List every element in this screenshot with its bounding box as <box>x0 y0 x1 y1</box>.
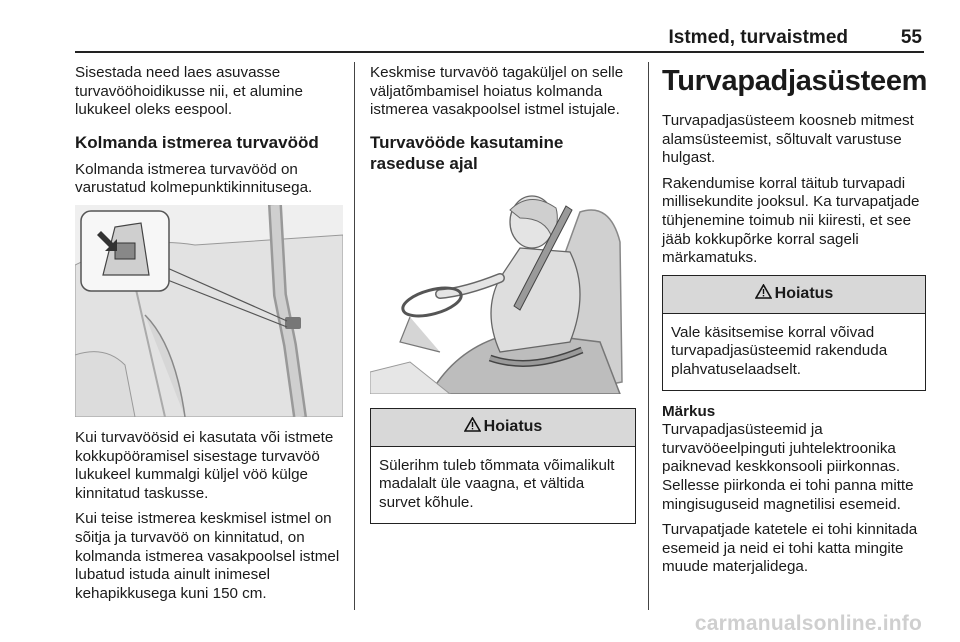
section-title: Istmed, turvaistmed <box>668 27 848 48</box>
paragraph-store-buckle: Kui turvavöösid ei kasutata või istmete kokkupööramisel sisestage turvavöö lukukeel kummalgi küljel vöö külge kinnitatud taskusse. <box>75 428 334 502</box>
column-right <box>662 64 926 584</box>
header-divider <box>75 51 924 53</box>
column-middle <box>370 64 636 536</box>
warning-title: Hoiatus <box>774 284 834 302</box>
heading-pregnancy-belts: Turvavööde kasutamine raseduse ajal <box>370 132 564 173</box>
warning-triangle-icon <box>755 284 772 305</box>
paragraph-three-point: Kolmanda istmerea turvavööd on varustatud kolmepunktikinnitusega. <box>75 160 313 197</box>
third-row-belt-drawing <box>75 205 343 417</box>
paragraph-airbag-subsystems: Turvapadjasüsteem koosneb mitmest alamsüsteemist, sõltuvalt varustuse hulgast. <box>662 112 914 167</box>
warning-text: Sülerihm tuleb tõmmata võimalikult madalalt üle vaagna, et vältida survet kõhule. <box>379 456 615 511</box>
column-divider-2 <box>648 62 649 610</box>
column-divider-1 <box>354 62 355 610</box>
note-title: Märkus <box>662 402 716 420</box>
paragraph-airbag-covers: Turvapatjade katetele ei tohi kinnitada esemeid ja neid ei tohi katta mingite muude materjalidega. <box>662 521 918 576</box>
warning-title: Hoiatus <box>483 417 543 435</box>
warning-box-airbag <box>662 275 926 391</box>
paragraph-height-limit: Kui teise istmerea keskmisel istmel on sõitja ja turvavöö on kinnitatud, on kolmanda istmerea vasakpoolsel istmel lubatud istuda ainult inimesel kehapikkusega kuni 150 cm. <box>75 510 340 602</box>
illustration-pregnant-driver <box>370 182 632 394</box>
paragraph-belt-holder: Sisestada need laes asuvasse turvavööhoidikusse nii, et alumine lukukeel oleks eespool. <box>75 64 303 119</box>
illustration-third-row-belt <box>75 205 343 417</box>
paragraph-airbag-deploy: Rakendumise korral täitub turvapadi millisekundite jooksul. Ka turvapatjade tühjenemine toimub nii kiiresti, et see jääb kokkupõrke korral sageli märkamatuks. <box>662 174 920 267</box>
pregnant-driver-drawing <box>370 182 632 394</box>
warning-box-pregnancy <box>370 408 636 524</box>
warning-text: Vale käsitsemise korral võivad turvapadjasüsteemid rakenduda plahvatuselaadselt. <box>671 323 888 378</box>
warning-header <box>371 409 635 447</box>
page-header <box>0 0 960 52</box>
heading-airbag-system: Turvapadjasüsteem <box>662 65 928 97</box>
note-text: Turvapadjasüsteemid ja turvavööeelpinguti juhtelektroonika paiknevad keskkonsooli piirkonnas. Sellesse piirkonda ei tohi panna mitte mingisuguseid magnetilisi esemeid. <box>662 421 914 513</box>
heading-third-row-belts: Kolmanda istmerea turvavööd <box>75 132 319 152</box>
paragraph-center-belt-warning: Keskmise turvavöö tagaküljel on selle väljatõmbamisel hoiatus kolmanda istmerea vasakpoolsel istmel istujale. <box>370 64 624 119</box>
warning-triangle-icon <box>464 417 481 438</box>
warning-header <box>663 276 925 314</box>
column-left <box>75 64 343 610</box>
watermark-text: carmanualsonline.info <box>694 612 922 635</box>
page-number: 55 <box>900 27 922 48</box>
